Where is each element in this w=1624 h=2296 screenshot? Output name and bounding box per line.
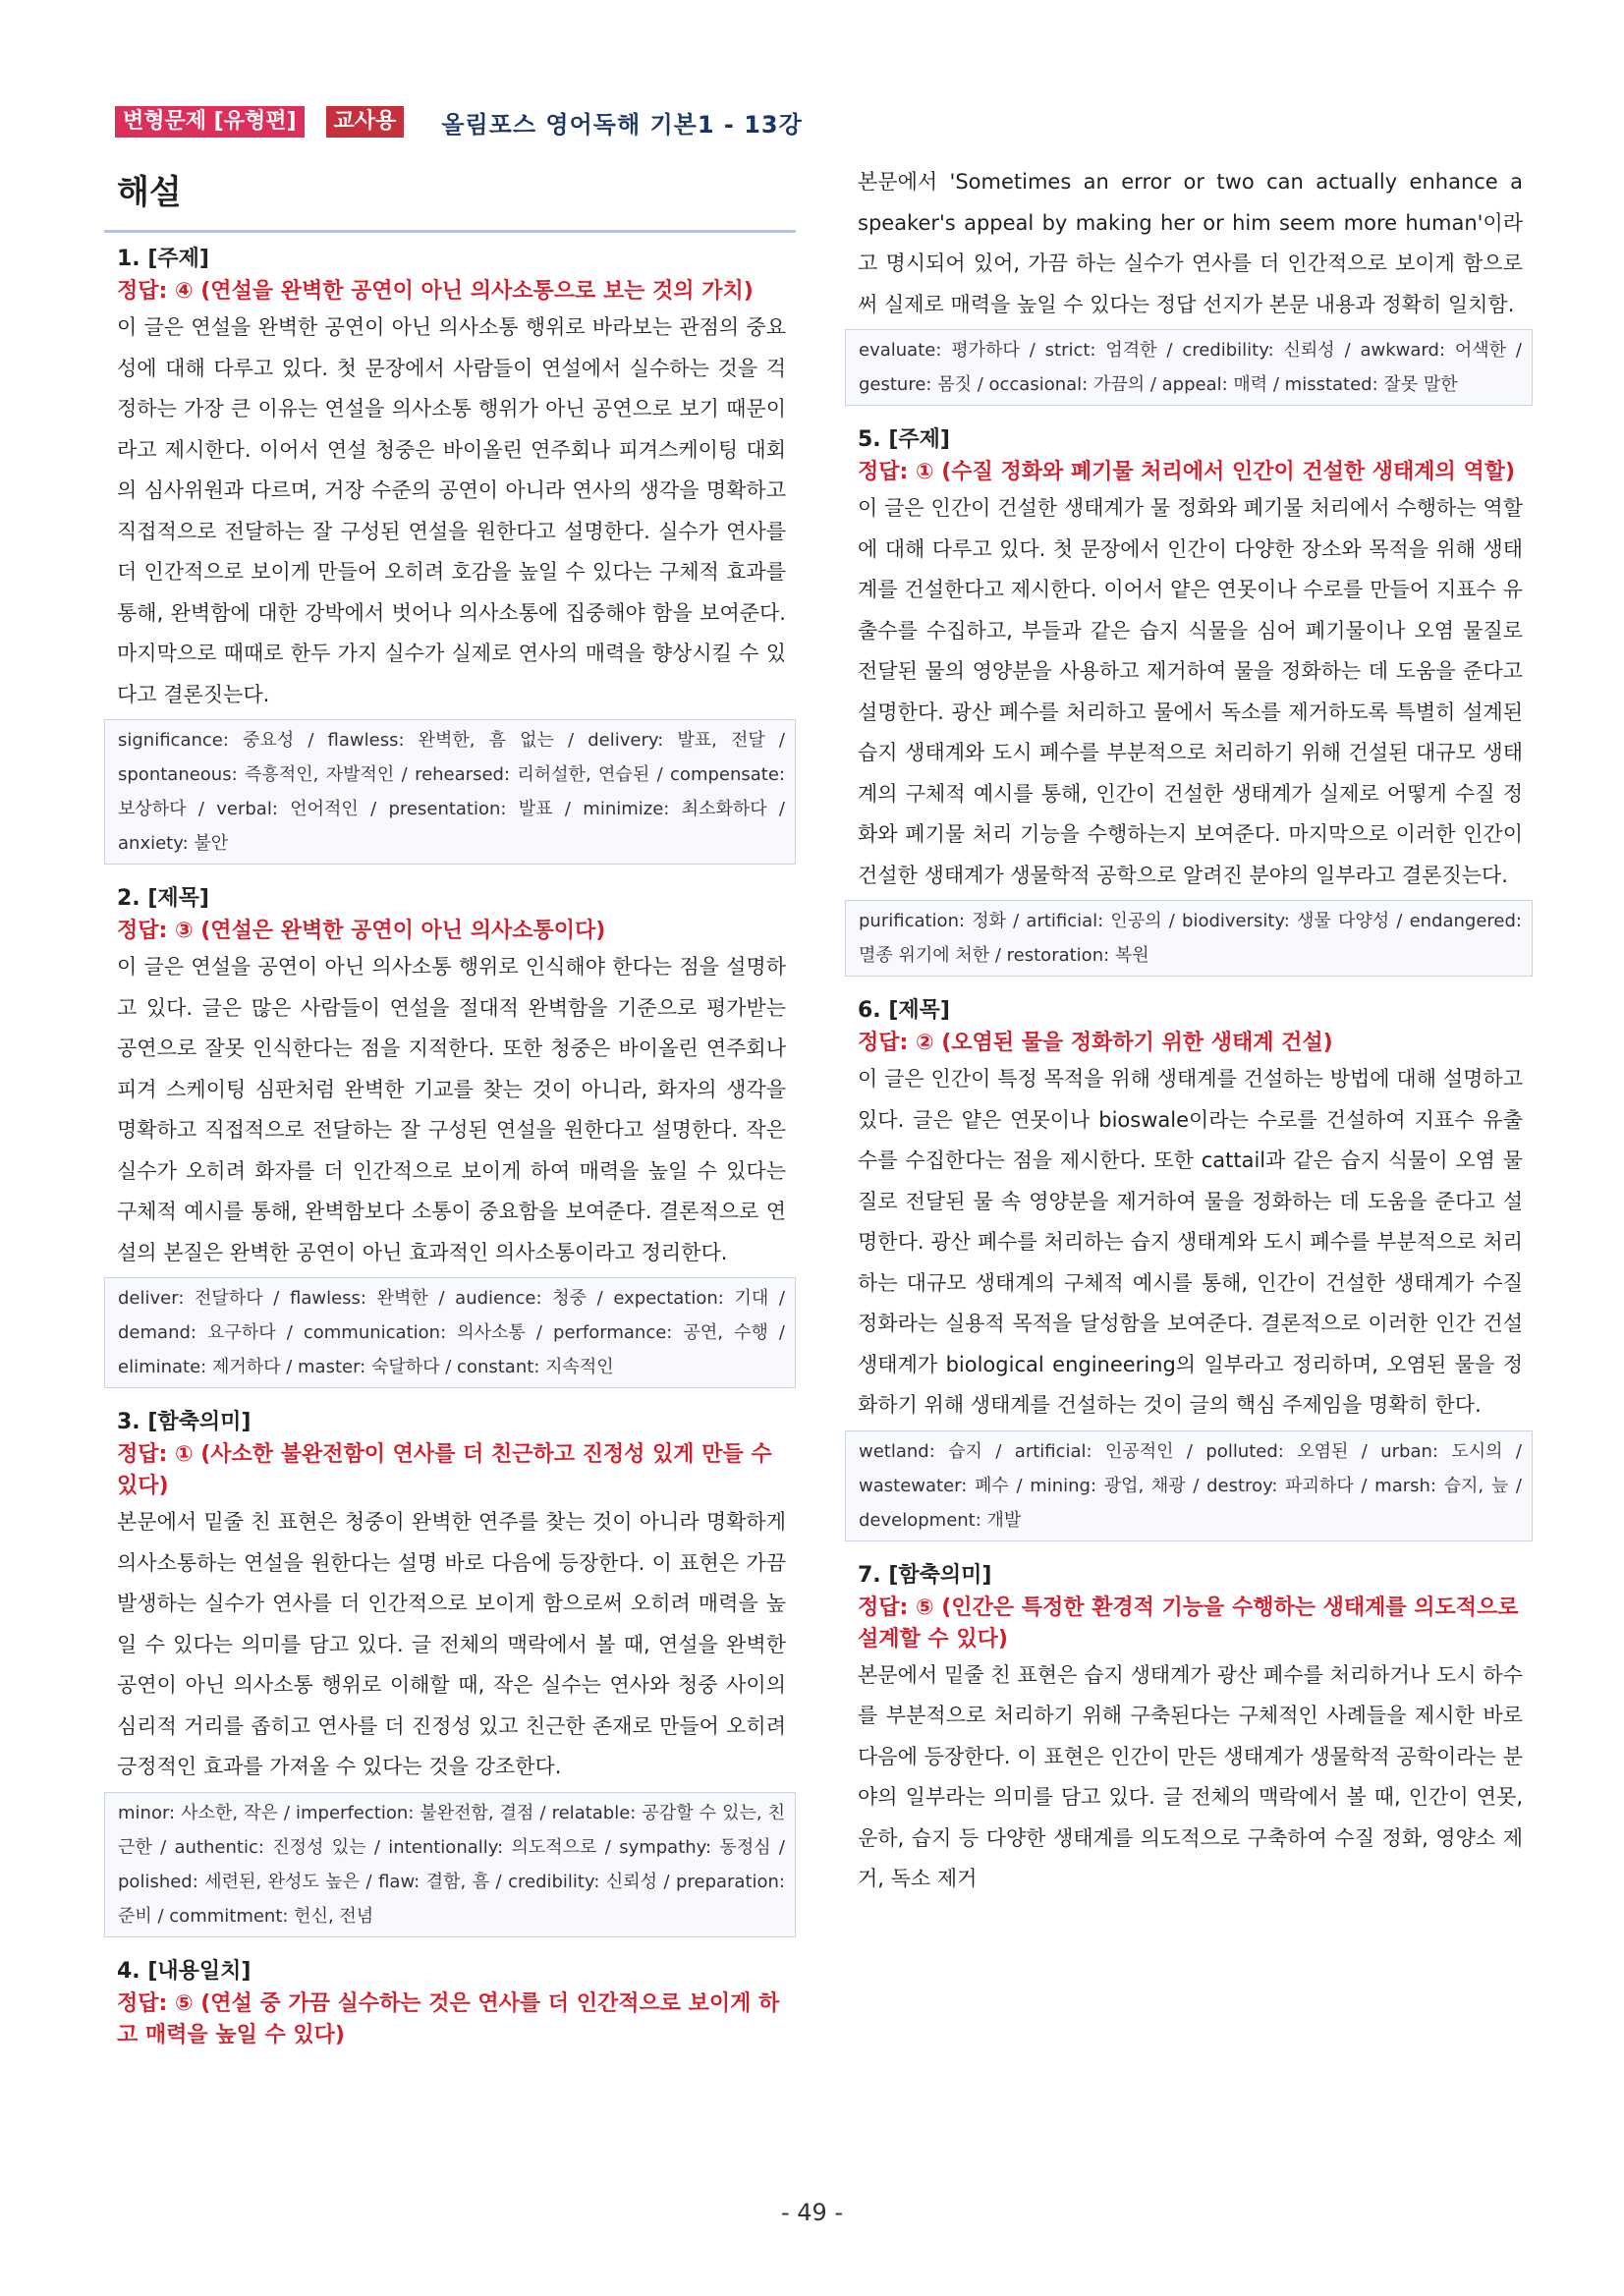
section-title: 4. [내용일치]	[117, 1958, 252, 1984]
teacher-tag: 교사용	[326, 106, 405, 138]
explanation-text: 이 글은 연설을 공연이 아닌 의사소통 행위로 인식해야 한다는 점을 설명하고 있다. 글은 많은 사람들이 연설을 절대적 완벽함을 기준으로 평가받는 공연으로 잘못 인식한다는 점을 지적한다. 또한 청중은 바이올린 연주회나 피겨 스케이팅 심판처럼 완벽한 기교를 찾는 것이 아니라, 화자의 생각을 명확하고 직접적으로 전달하는 잘 구성된 연설을 원한다고 설명한다. 작은 실수가 오히려 화자를 더 인간적으로 보이게 하여 매력을 높일 수 있다는 구체적 예시를 통해, 완벽함보다 소통이 중요함을 보여준다. 결론적으로 연설의 본질은 완벽한 공연이 아닌 효과적인 의사소통이라고 정리한다.	[117, 955, 786, 1264]
section-title: 7. [함축의미]	[858, 1562, 992, 1588]
vocab-box: evaluate: 평가하다 / strict: 엄격한 / credibility: 신뢰성 / awkward: 어색한 / gesture: 몸짓 / occasional: 가끔의 / appeal: 매력 / misstated: 잘못 말한	[845, 329, 1533, 406]
section-5	[845, 423, 1533, 977]
vocab-box: significance: 중요성 / flawless: 완벽한, 흠 없는 / delivery: 발표, 전달 / spontaneous: 즉흥적인, 자발적인 / rehearsed: 리허설한, 연습된 / compensate: 보상하다 / verbal: 언어적인 / presentation: 발표 / minimize: 최소화하다 / anxiety: 불안	[104, 719, 796, 865]
explanation-text: 이 글은 인간이 특정 목적을 위해 생태계를 건설하는 방법에 대해 설명하고 있다. 글은 얕은 연못이나 bioswale이라는 수로를 건설하여 지표수 유출수를 수집한다는 점을 제시한다. 또한 cattail과 같은 습지 식물이 오염 물질로 전달된 물 속 영양분을 제거하여 물을 정화하는 데 도움을 준다고 설명한다. 광산 폐수를 처리하는 습지 생태계와 도시 폐수를 부분적으로 처리하는 대규모 생태계의 구체적 예시를 통해, 인간이 건설한 생태계가 수질 정화라는 실용적 목적을 달성함을 보여준다. 결론적으로 이러한 인간 건설 생태계가 biological engineering의 일부라고 정리하며, 오염된 물을 정화하기 위해 생태계를 건설하는 것이 글의 핵심 주제임을 명확히 한다.	[858, 1067, 1523, 1417]
section-7	[845, 1559, 1533, 1900]
page-heading: 해설	[117, 173, 182, 212]
vocab-box: deliver: 전달하다 / flawless: 완벽한 / audience: 청중 / expectation: 기대 / demand: 요구하다 / communication: 의사소통 / performance: 공연, 수행 / eliminate: 제거하다 / master: 숙달하다 / constant: 지속적인	[104, 1277, 796, 1388]
section-title: 5. [주제]	[858, 427, 950, 452]
answer-line: 정답: ⑤ (인간은 특정한 환경적 기능을 수행하는 생태계를 의도적으로 설계할 수 있다)	[858, 1595, 1519, 1652]
section-3	[104, 1406, 796, 1937]
answer-line: 정답: ② (오염된 물을 정화하기 위한 생태계 건설)	[858, 1031, 1333, 1055]
section-title: 6. [제목]	[858, 998, 950, 1023]
explanation-text: 본문에서 'Sometimes an error or two can actually enhance a speaker's appeal by making her or him seem more human'이라고 명시되어 있어, 가끔 하는 실수가 연사를 더 인간적으로 보이게 함으로써 실제로 매력을 높일 수 있다는 정답 선지가 본문 내용과 정확히 일치함.	[858, 170, 1523, 316]
vocab-box: purification: 정화 / artificial: 인공의 / biodiversity: 생물 다양성 / endangered: 멸종 위기에 처한 / restoration: 복원	[845, 900, 1533, 977]
explanation-text: 이 글은 인간이 건설한 생태계가 물 정화와 폐기물 처리에서 수행하는 역할에 대해 다루고 있다. 첫 문장에서 인간이 다양한 장소와 목적을 위해 생태계를 건설한다고 제시한다. 이어서 얕은 연못이나 수로를 만들어 지표수 유출수를 수집하고, 부들과 같은 습지 식물을 심어 폐기물이나 오염 물질로 전달된 물의 영양분을 사용하고 제거하여 물을 정화하는 데 도움을 준다고 설명한다. 광산 폐수를 처리하고 물에서 독소를 제거하도록 특별히 설계된 습지 생태계와 도시 폐수를 부분적으로 처리하기 위해 건설된 대규모 생태계의 구체적 예시를 통해, 인간이 건설한 생태계가 실제로 어떻게 수질 정화와 폐기물 처리 기능을 수행하는지 보여준다. 마지막으로 이러한 인간이 건설한 생태계가 생물학적 공학으로 알려진 분야의 일부라고 결론짓는다.	[858, 496, 1523, 887]
section-6	[845, 994, 1533, 1541]
section-2	[104, 882, 796, 1388]
answer-line: 정답: ① (사소한 불완전함이 연사를 더 친근하고 진정성 있게 만들 수 있다)	[117, 1442, 772, 1498]
page-number: - 49 -	[780, 2199, 844, 2226]
left-column	[104, 162, 796, 2051]
answer-line: 정답: ③ (연설은 완벽한 공연이 아닌 의사소통이다)	[117, 919, 606, 943]
answer-line: 정답: ④ (연설을 완벽한 공연이 아닌 의사소통으로 보는 것의 가치)	[117, 279, 754, 304]
page-header	[115, 103, 803, 140]
category-tag: 변형문제 [유형편]	[115, 106, 305, 138]
right-column	[845, 162, 1533, 1900]
heading-divider	[104, 230, 796, 233]
book-title: 올림포스 영어독해 기본1 - 13강	[441, 110, 803, 139]
section-title: 1. [주제]	[117, 247, 209, 271]
explanation-text: 본문에서 밑줄 친 표현은 습지 생태계가 광산 폐수를 처리하거나 도시 하수를 부분적으로 처리하기 위해 구축된다는 구체적인 사례들을 제시한 바로 다음에 등장한다. 이 표현은 인간이 만든 생태계가 생물학적 공학이라는 분야의 일부라는 의미를 담고 있다. 글 전체의 맥락에서 볼 때, 인간이 연못, 운하, 습지 등 다양한 생태계를 의도적으로 구축하여 수질 정화, 영양소 제거, 독소 제거	[858, 1662, 1523, 1890]
vocab-box: wetland: 습지 / artificial: 인공적인 / polluted: 오염된 / urban: 도시의 / wastewater: 폐수 / mining: 광업, 채광 / destroy: 파괴하다 / marsh: 습지, 늪 / development: 개발	[845, 1430, 1533, 1541]
explanation-text: 이 글은 연설을 완벽한 공연이 아닌 의사소통 행위로 바라보는 관점의 중요성에 대해 다루고 있다. 첫 문장에서 사람들이 연설에서 실수하는 것을 걱정하는 가장 큰 이유는 연설을 의사소통 행위가 아닌 공연으로 보기 때문이라고 제시한다. 이어서 연설 청중은 바이올린 연주회나 피겨스케이팅 대회의 심사위원과 다르며, 거장 수준의 공연이 아니라 연사의 생각을 명확하고 직접적으로 전달하는 잘 구성된 연설을 원한다고 설명한다. 실수가 연사를 더 인간적으로 보이게 만들어 오히려 호감을 높일 수 있다는 구체적 효과를 통해, 완벽함에 대한 강박에서 벗어나 의사소통에 집중해야 함을 보여준다. 마지막으로 때때로 한두 가지 실수가 실제로 연사의 매력을 향상시킬 수 있다고 결론짓는다.	[117, 315, 786, 706]
section-1	[104, 243, 796, 865]
section-title: 3. [함축의미]	[117, 1410, 252, 1434]
vocab-box: minor: 사소한, 작은 / imperfection: 불완전함, 결점 / relatable: 공감할 수 있는, 친근한 / authentic: 진정성 있는 / intentionally: 의도적으로 / sympathy: 동정심 / polished: 세련된, 완성도 높은 / flaw: 결함, 흠 / credibility: 신뢰성 / preparation: 준비 / commitment: 헌신, 전념	[104, 1792, 796, 1937]
answer-line: 정답: ① (수질 정화와 폐기물 처리에서 인간이 건설한 생태계의 역할)	[858, 460, 1516, 484]
section-4-body	[845, 162, 1533, 406]
section-4-header	[104, 1955, 796, 2051]
answer-line: 정답: ⑤ (연설 중 가끔 실수하는 것은 연사를 더 인간적으로 보이게 하고 매력을 높일 수 있다)	[117, 1990, 780, 2047]
section-title: 2. [제목]	[117, 886, 209, 911]
explanation-text: 본문에서 밑줄 친 표현은 청중이 완벽한 연주를 찾는 것이 아니라 명확하게 의사소통하는 연설을 원한다는 설명 바로 다음에 등장한다. 이 표현은 가끔 발생하는 실수가 연사를 더 인간적으로 보이게 함으로써 오히려 매력을 높일 수 있다는 의미를 담고 있다. 글 전체의 맥락에서 볼 때, 연설을 완벽한 공연이 아닌 의사소통 행위로 이해할 때, 작은 실수는 연사와 청중 사이의 심리적 거리를 좁히고 연사를 더 진정성 있고 친근한 존재로 만들어 오히려 긍정적인 효과를 가져올 수 있다는 것을 강조한다.	[117, 1510, 786, 1778]
